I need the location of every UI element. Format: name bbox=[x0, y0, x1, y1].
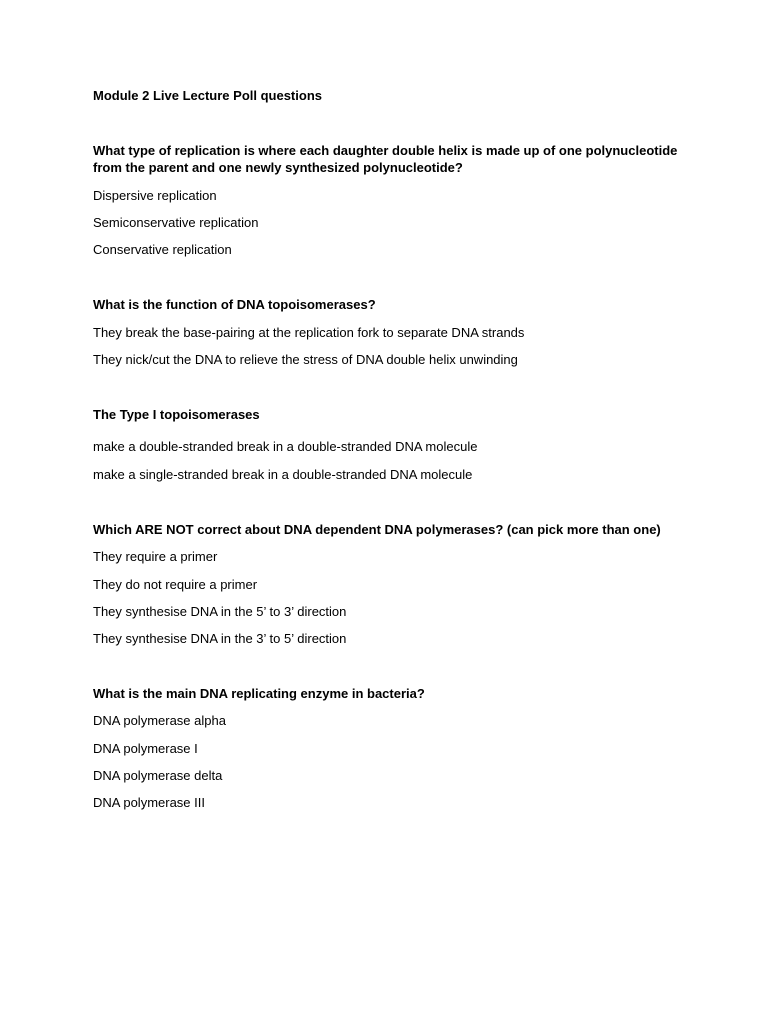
question-4-option-2: They do not require a primer bbox=[93, 577, 258, 592]
question-5-option-1: DNA polymerase alpha bbox=[93, 713, 226, 728]
question-5-option-4: DNA polymerase III bbox=[93, 795, 205, 810]
question-1-option-3: Conservative replication bbox=[93, 242, 232, 257]
question-3-option-1: make a double-stranded break in a double-stranded DNA molecule bbox=[93, 439, 478, 454]
document-title: Module 2 Live Lecture Poll questions bbox=[93, 88, 322, 103]
question-4: Which ARE NOT correct about DNA dependent DNA polymerases? (can pick more than one) bbox=[93, 522, 661, 537]
question-1-option-2: Semiconservative replication bbox=[93, 215, 259, 230]
question-2-option-1: They break the base-pairing at the replication fork to separate DNA strands bbox=[93, 325, 525, 340]
question-5-option-2: DNA polymerase I bbox=[93, 741, 198, 756]
question-4-option-4: They synthesise DNA in the 3’ to 5’ direction bbox=[93, 631, 347, 646]
question-1-option-1: Dispersive replication bbox=[93, 188, 217, 203]
question-3-option-2: make a single-stranded break in a double-stranded DNA molecule bbox=[93, 467, 473, 482]
question-3: The Type I topoisomerases bbox=[93, 407, 260, 422]
question-5-option-3: DNA polymerase delta bbox=[93, 768, 223, 783]
question-4-option-1: They require a primer bbox=[93, 549, 218, 564]
question-2-option-2: They nick/cut the DNA to relieve the stress of DNA double helix unwinding bbox=[93, 352, 518, 367]
question-4-option-3: They synthesise DNA in the 5’ to 3’ direction bbox=[93, 604, 347, 619]
question-5: What is the main DNA replicating enzyme in bacteria? bbox=[93, 686, 425, 701]
question-2: What is the function of DNA topoisomerases? bbox=[93, 297, 376, 312]
question-1: What type of replication is where each daughter double helix is made up of one polynucleotide from the parent and one newly synthesized polynucleotide? bbox=[93, 143, 678, 175]
